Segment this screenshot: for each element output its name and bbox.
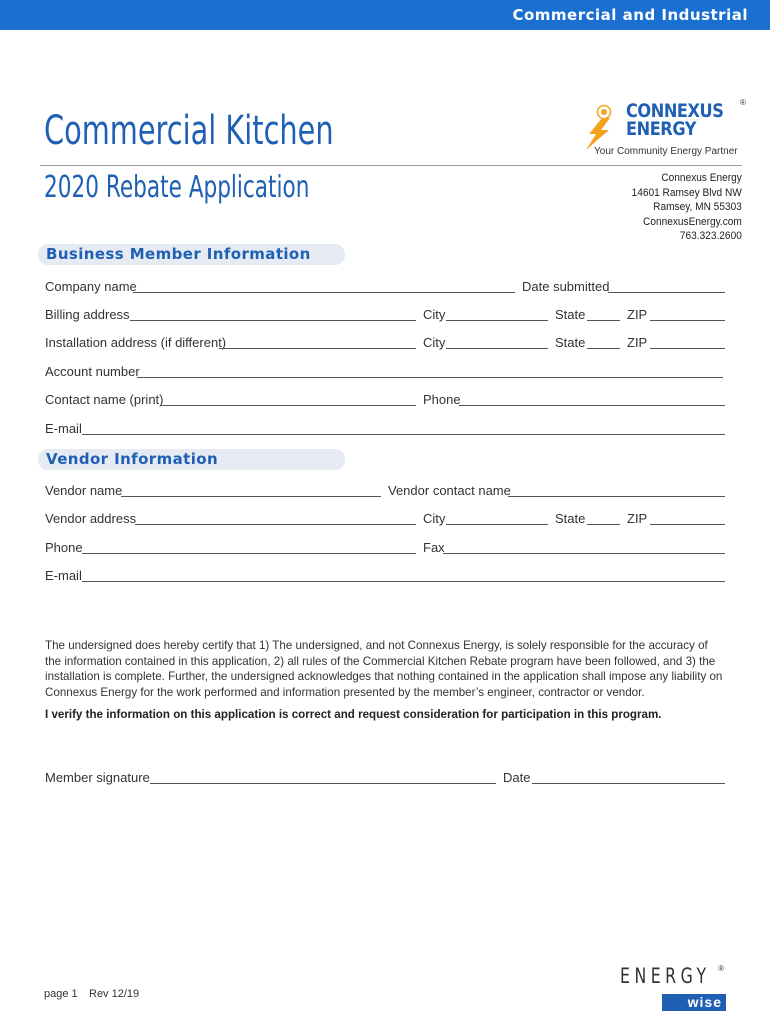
billing-city-label: City <box>423 307 446 322</box>
vendor-address-field[interactable] <box>135 524 416 525</box>
installation-city-field[interactable] <box>446 348 548 349</box>
vendor-contact-name-field[interactable] <box>508 496 725 497</box>
account-number-field[interactable] <box>137 377 723 378</box>
title-divider <box>40 165 742 166</box>
billing-city-field[interactable] <box>446 320 548 321</box>
energywise-bar <box>662 994 726 1011</box>
vendor-state-label: State <box>555 511 586 526</box>
contact-name-field[interactable] <box>160 405 416 406</box>
vendor-fax-label: Fax <box>423 540 445 555</box>
vendor-contact-name-label: Vendor contact name <box>388 483 511 498</box>
billing-state-label: State <box>555 307 586 322</box>
energywise-registered-mark: ® <box>718 964 724 973</box>
business-phone-field[interactable] <box>459 405 725 406</box>
signature-date-label: Date <box>503 770 531 785</box>
address-line: 763.323.2600 <box>680 230 742 242</box>
contact-name-label: Contact name (print) <box>45 392 164 407</box>
energywise-word-energy: ENERGY <box>620 964 711 988</box>
vendor-phone-field[interactable] <box>82 553 416 554</box>
billing-state-field[interactable] <box>587 320 620 321</box>
logo-tagline: Your Community Energy Partner <box>594 146 738 157</box>
banner-text: Commercial and Industrial <box>512 6 748 24</box>
company-name-field[interactable] <box>133 292 515 293</box>
vendor-section-header <box>38 449 345 470</box>
company-name-label: Company name <box>45 279 137 294</box>
vendor-city-label: City <box>423 511 446 526</box>
installation-address-label: Installation address (if different) <box>45 335 227 350</box>
installation-zip-label: ZIP <box>627 335 648 350</box>
billing-address-label: Billing address <box>45 307 130 322</box>
verification-statement: I verify the information on this application is correct and request consideration for participation in this program. <box>45 708 662 721</box>
date-submitted-label: Date submitted <box>522 279 610 294</box>
page-title: Commercial Kitchen <box>44 108 334 154</box>
installation-zip-field[interactable] <box>650 348 725 349</box>
business-email-label: E-mail <box>45 421 82 436</box>
business-section-title: Business Member Information <box>46 245 311 263</box>
top-banner <box>0 0 770 30</box>
vendor-state-field[interactable] <box>587 524 620 525</box>
revision-date: Rev 12/19 <box>89 988 140 1000</box>
vendor-city-field[interactable] <box>446 524 548 525</box>
installation-address-field[interactable] <box>219 348 416 349</box>
member-signature-field[interactable] <box>150 783 496 784</box>
page-number: page 1 <box>44 988 78 1000</box>
vendor-zip-label: ZIP <box>627 511 648 526</box>
installation-state-label: State <box>555 335 586 350</box>
billing-zip-label: ZIP <box>627 307 648 322</box>
business-section-header <box>38 244 345 265</box>
billing-address-field[interactable] <box>130 320 416 321</box>
address-line: ConnexusEnergy.com <box>643 215 742 228</box>
vendor-email-field[interactable] <box>82 581 725 582</box>
signature-date-field[interactable] <box>532 783 725 784</box>
member-signature-label: Member signature <box>45 770 150 785</box>
page-subtitle: 2020 Rebate Application <box>44 170 310 205</box>
vendor-zip-field[interactable] <box>650 524 725 525</box>
installation-city-label: City <box>423 335 446 350</box>
vendor-phone-label: Phone <box>45 540 83 555</box>
contact-address <box>622 171 742 244</box>
certification-text: The undersigned does hereby certify that 1) The undersigned, and not Connexus Energy, is solely responsible for the accuracy of the information contained in this application, 2) all rules of the Commercial Kitchen Rebate program have been followed, and 3) the installation is complete. Further, the undersigned acknowledges that nothing contained in the application shall impose any liability on Connexus Energy for the work performed and information presented by the member’s engineer, contractor or vendor. <box>45 639 723 699</box>
vendor-name-label: Vendor name <box>45 483 123 498</box>
vendor-section-title: Vendor Information <box>46 450 219 468</box>
business-email-field[interactable] <box>82 434 725 435</box>
account-number-label: Account number <box>45 364 140 379</box>
connexus-logo <box>580 96 750 160</box>
energywise-logo <box>618 964 726 1012</box>
vendor-address-label: Vendor address <box>45 511 137 526</box>
logo-word-energy: ENERGY <box>626 118 697 140</box>
address-line: Connexus Energy <box>661 172 742 184</box>
vendor-name-field[interactable] <box>121 496 381 497</box>
installation-state-field[interactable] <box>587 348 620 349</box>
registered-mark: ® <box>740 98 746 107</box>
vendor-email-label: E-mail <box>45 568 82 583</box>
billing-zip-field[interactable] <box>650 320 725 321</box>
vendor-fax-field[interactable] <box>443 553 725 554</box>
energywise-word-wise: wise <box>687 994 722 1010</box>
address-line: 14601 Ramsey Blvd NW <box>631 186 742 199</box>
business-phone-label: Phone <box>423 392 461 407</box>
address-line: Ramsey, MN 55303 <box>653 201 742 213</box>
logo-word-connexus: CONNEXUS <box>626 100 724 122</box>
date-submitted-field[interactable] <box>608 292 725 293</box>
